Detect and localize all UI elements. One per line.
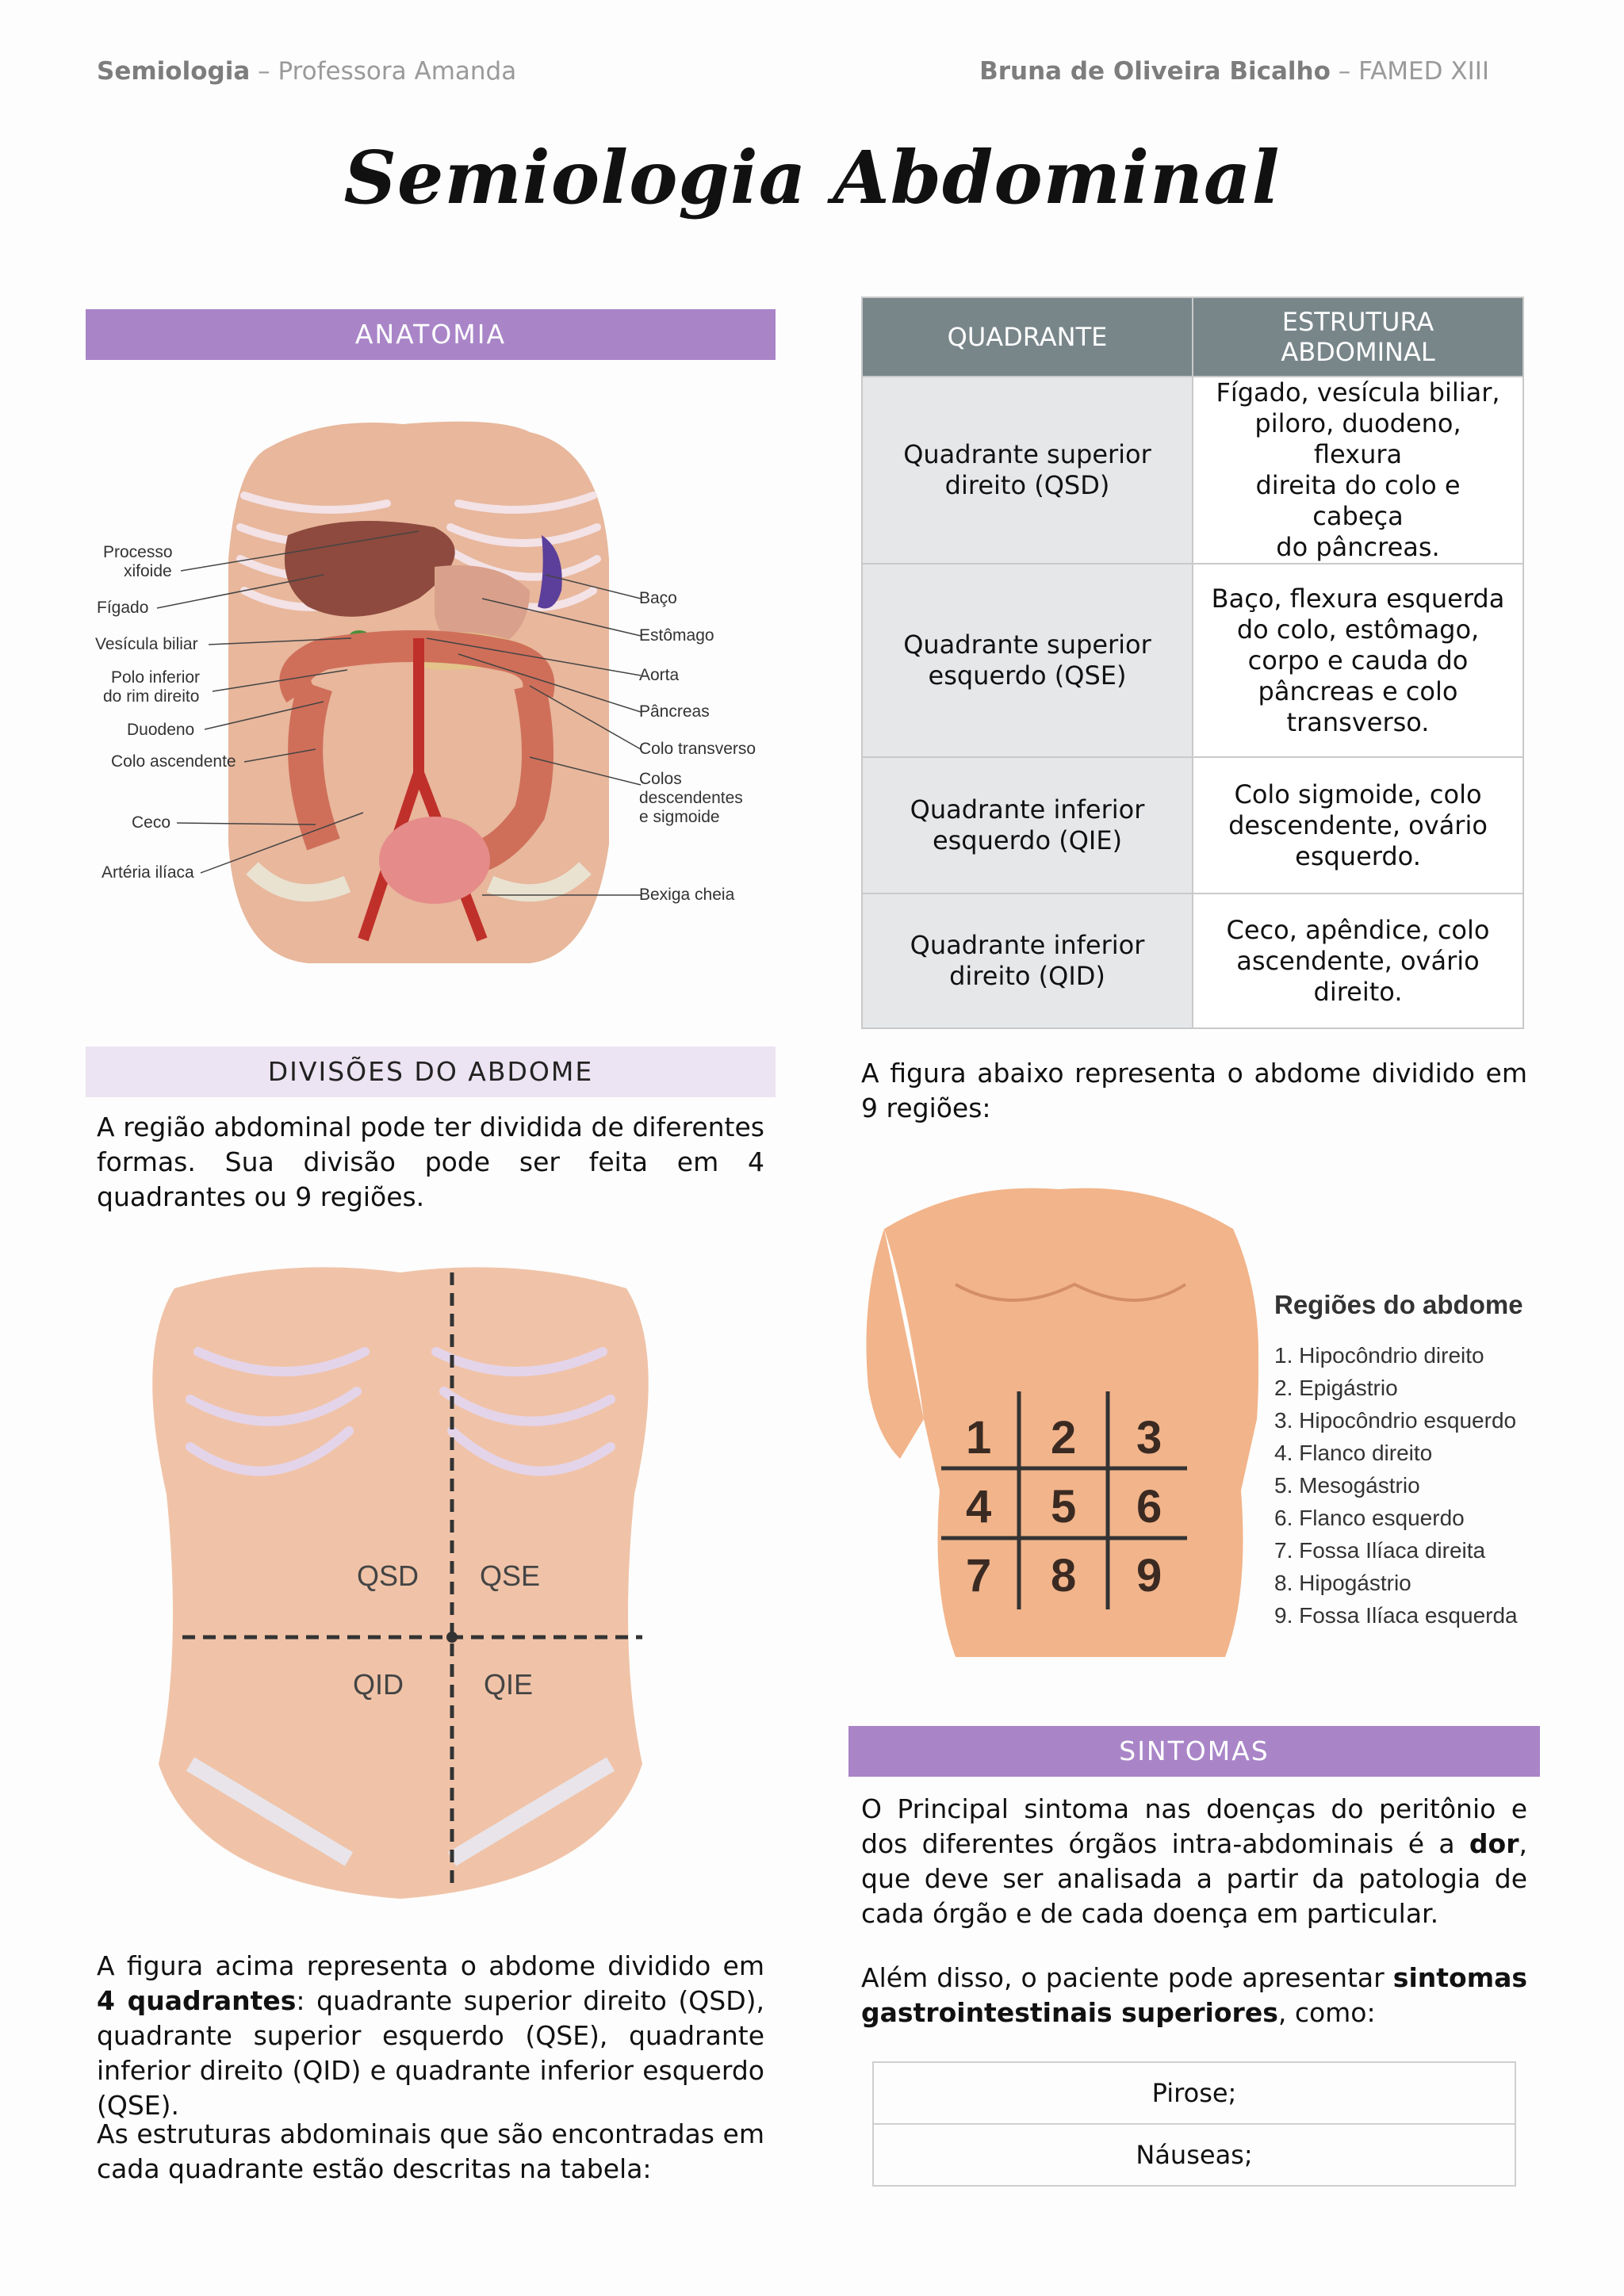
label-qie: QIE <box>484 1668 534 1701</box>
quadrants-figure <box>127 1257 674 1907</box>
region-legend-item: 1. Hipocôndrio direito <box>1274 1343 1484 1368</box>
region-legend-item: 7. Fossa Ilíaca direita <box>1274 1538 1486 1563</box>
label-vesicula: Vesícula biliar <box>95 635 198 653</box>
region-number: 9 <box>1136 1550 1162 1601</box>
region-legend-item: 8. Hipogástrio <box>1274 1571 1411 1595</box>
table-reference: As estruturas abdominais que são encontradas em cada quadrante estão descritas na tabela: <box>97 2118 764 2184</box>
regions-figure <box>852 1181 1534 1673</box>
label-descendentes: descendentes <box>639 789 743 807</box>
label-colos: Colos <box>639 770 682 788</box>
label-figado: Fígado <box>97 599 149 617</box>
anatomy-figure <box>86 400 776 971</box>
label-rim-direito: do rim direito <box>103 687 200 706</box>
col-header-quadrante: QUADRANTE <box>862 297 1193 377</box>
table-row: Quadrante superior esquerdo (QSE) Baço, flexura esquerda do colo, estômago, corpo e cauda do pâncreas e colo transverso. <box>862 564 1523 757</box>
region-number: 3 <box>1136 1412 1162 1464</box>
sintomas-paragraph-1: O Principal sintoma nas doenças do peritônio e dos diferentes órgãos intra-abdominais é a dor, que deve ser analisada a partir da patologia de cada órgão e de cada doença em particular. <box>861 1793 1527 1929</box>
label-duodeno: Duodeno <box>127 721 195 739</box>
label-polo-inferior: Polo inferior <box>111 668 201 687</box>
region-legend-item: 6. Flanco esquerdo <box>1274 1506 1465 1530</box>
label-aorta: Aorta <box>639 666 680 684</box>
label-processo: Processo <box>103 543 173 561</box>
label-colo-ascendente: Colo ascendente <box>111 752 236 771</box>
region-legend-item: 2. Epigástrio <box>1274 1376 1398 1400</box>
region-number: 5 <box>1051 1481 1077 1533</box>
header-right: Bruna de Oliveira Bicalho – FAMED XIII <box>979 57 1489 86</box>
region-number: 6 <box>1136 1481 1162 1533</box>
region-legend-item: 9. Fossa Ilíaca esquerda <box>1274 1603 1518 1628</box>
label-arteria-iliaca: Artéria ilíaca <box>102 863 194 882</box>
symptoms-list <box>872 2061 1516 2187</box>
label-pancreas: Pâncreas <box>639 702 710 721</box>
label-bexiga: Bexiga cheia <box>639 886 735 904</box>
label-ceco: Ceco <box>132 813 171 832</box>
quadrant-table <box>861 297 1524 1029</box>
table-row: Quadrante inferior esquerdo (QIE) Colo sigmoide, colo descendente, ovário esquerdo. <box>862 757 1523 894</box>
label-qse: QSE <box>480 1559 541 1592</box>
list-item: Náuseas; <box>873 2124 1515 2186</box>
region-number: 7 <box>966 1550 992 1601</box>
label-qsd: QSD <box>357 1559 419 1592</box>
section-heading-divisoes: DIVISÕES DO ABDOME <box>86 1047 776 1097</box>
label-estomago: Estômago <box>639 626 714 645</box>
header-left: Semiologia – Professora Amanda <box>97 57 517 86</box>
sintomas-paragraph-2: Além disso, o paciente pode apresentar sintomas gastrointestinais superiores, como: <box>861 1962 1527 2028</box>
label-qid: QID <box>353 1668 404 1701</box>
quadrants-caption: A figura acima representa o abdome dividido em 4 quadrantes: quadrante superior direito (QSD), quadrante superior esquerdo (QSE), quadrante inferior direito (QID) e quadrante inferior esquerdo (QSE). <box>97 1950 764 2121</box>
label-baco: Baço <box>639 589 677 607</box>
label-xifoide: xifoide <box>124 562 172 580</box>
label-colo-transverso: Colo transverso <box>639 740 756 758</box>
label-sigmoide: e sigmoide <box>639 808 720 826</box>
region-number: 2 <box>1051 1412 1077 1464</box>
region-number: 1 <box>966 1412 992 1464</box>
region-number: 4 <box>966 1481 992 1533</box>
region-legend-item: 4. Flanco direito <box>1274 1441 1433 1465</box>
regions-legend-title: Regiões do abdome <box>1274 1290 1523 1319</box>
region-legend-item: 3. Hipocôndrio esquerdo <box>1274 1408 1517 1433</box>
table-row: Quadrante superior direito (QSD) Fígado, vesícula biliar, piloro, duodeno, flexura direita do colo e cabeça do pâncreas. <box>862 377 1523 564</box>
section-heading-anatomia: ANATOMIA <box>86 309 776 360</box>
section-heading-sintomas: SINTOMAS <box>848 1726 1540 1777</box>
col-header-estrutura: ESTRUTURA ABDOMINAL <box>1193 297 1523 377</box>
region-number: 8 <box>1051 1550 1077 1601</box>
table-row: Quadrante inferior direito (QID) Ceco, apêndice, colo ascendente, ovário direito. <box>862 894 1523 1028</box>
region-legend-item: 5. Mesogástrio <box>1274 1473 1420 1498</box>
divisoes-intro: A região abdominal pode ter dividida de diferentes formas. Sua divisão pode ser feita em 4 quadrantes ou 9 regiões. <box>97 1112 764 1212</box>
page-title: Semiologia Abdominal <box>343 135 1281 220</box>
regioes-intro: A figura abaixo representa o abdome dividido em 9 regiões: <box>861 1058 1527 1123</box>
list-item: Pirose; <box>873 2062 1515 2124</box>
